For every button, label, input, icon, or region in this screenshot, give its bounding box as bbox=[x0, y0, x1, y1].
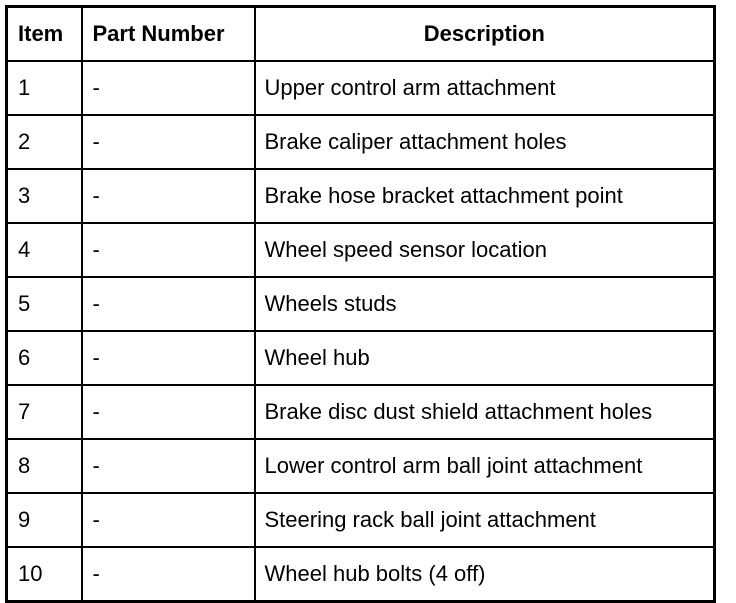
cell-description: Wheels studs bbox=[255, 277, 715, 331]
cell-item: 3 bbox=[7, 169, 82, 223]
cell-item: 10 bbox=[7, 547, 82, 602]
table-row bbox=[7, 547, 715, 602]
cell-part-number: - bbox=[82, 277, 255, 331]
table-row bbox=[7, 439, 715, 493]
cell-description: Brake disc dust shield attachment holes bbox=[255, 385, 715, 439]
cell-description: Wheel speed sensor location bbox=[255, 223, 715, 277]
cell-item: 7 bbox=[7, 385, 82, 439]
cell-item: 2 bbox=[7, 115, 82, 169]
cell-item: 6 bbox=[7, 331, 82, 385]
table-row bbox=[7, 223, 715, 277]
cell-description: Lower control arm ball joint attachment bbox=[255, 439, 715, 493]
table-row bbox=[7, 169, 715, 223]
cell-item: 4 bbox=[7, 223, 82, 277]
header-part-number: Part Number bbox=[82, 7, 255, 62]
cell-part-number: - bbox=[82, 439, 255, 493]
cell-part-number: - bbox=[82, 331, 255, 385]
cell-description: Upper control arm attachment bbox=[255, 61, 715, 115]
cell-item: 8 bbox=[7, 439, 82, 493]
cell-item: 1 bbox=[7, 61, 82, 115]
table-body bbox=[7, 61, 715, 602]
header-description: Description bbox=[255, 7, 715, 62]
cell-description: Wheel hub bbox=[255, 331, 715, 385]
cell-description: Brake hose bracket attachment point bbox=[255, 169, 715, 223]
cell-description: Steering rack ball joint attachment bbox=[255, 493, 715, 547]
cell-part-number: - bbox=[82, 115, 255, 169]
cell-item: 9 bbox=[7, 493, 82, 547]
table-row bbox=[7, 61, 715, 115]
cell-part-number: - bbox=[82, 547, 255, 602]
table-row bbox=[7, 493, 715, 547]
table-row bbox=[7, 385, 715, 439]
header-item: Item bbox=[7, 7, 82, 62]
cell-description: Wheel hub bolts (4 off) bbox=[255, 547, 715, 602]
cell-description: Brake caliper attachment holes bbox=[255, 115, 715, 169]
cell-part-number: - bbox=[82, 61, 255, 115]
table-header bbox=[7, 7, 715, 62]
table-row bbox=[7, 331, 715, 385]
cell-part-number: - bbox=[82, 223, 255, 277]
cell-item: 5 bbox=[7, 277, 82, 331]
table-row bbox=[7, 115, 715, 169]
cell-part-number: - bbox=[82, 169, 255, 223]
cell-part-number: - bbox=[82, 385, 255, 439]
table-row bbox=[7, 277, 715, 331]
header-row bbox=[7, 7, 715, 62]
parts-table bbox=[5, 5, 716, 603]
cell-part-number: - bbox=[82, 493, 255, 547]
